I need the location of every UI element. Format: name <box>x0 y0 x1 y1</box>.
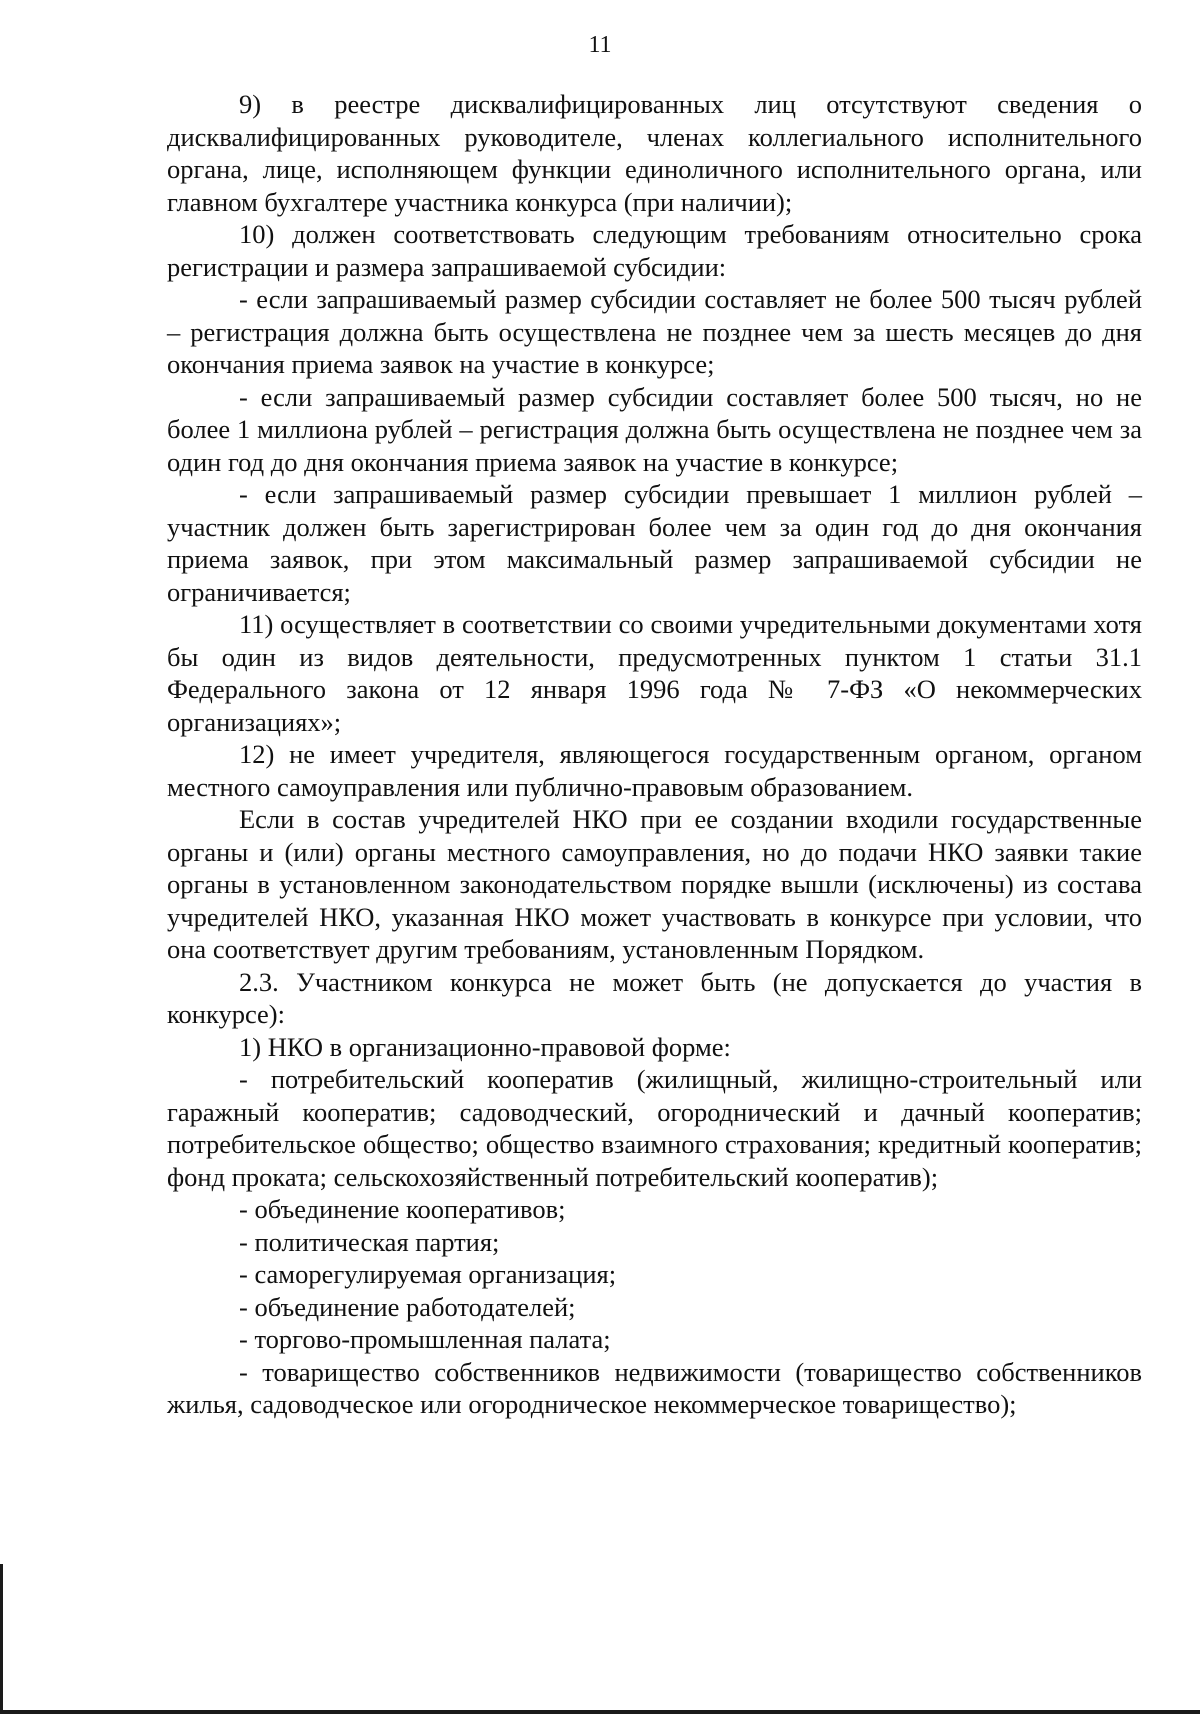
list-item-consumer-cooperative: - потребительский кооператив (жилищный, жилищно-строительный или гаражный кооператив; садоводческий, огороднический и дачный кооператив; потребительское общество; общество взаимного страхования; кредитный кооператив; фонд проката; сельскохозяйственный потребительский кооператив); <box>167 1064 1142 1192</box>
document-body <box>167 88 1142 1421</box>
paragraph-item-12: 12) не имеет учредителя, являющегося государственным органом, органом местного самоуправления или публично-правовым образованием. <box>167 739 1142 802</box>
list-item-property-owners-partnership: - товарищество собственников недвижимости (товарищество собственников жилья, садоводческое или огородническое некоммерческое товарищество); <box>167 1356 1142 1419</box>
paragraph-subitem-over-1m: - если запрашиваемый размер субсидии превышает 1 миллион рублей – участник должен быть зарегистрирован более чем за один год до дня окончания приема заявок, при этом максимальный размер запрашиваемой субсидии не ограничивается; <box>167 479 1142 607</box>
paragraph-subitem-1m: - если запрашиваемый размер субсидии составляет более 500 тысяч, но не более 1 миллиона рублей – регистрация должна быть осуществлена не позднее чем за один год до дня окончания приема заявок на участие в конкурсе; <box>167 381 1142 477</box>
paragraph-item-11: 11) осуществляет в соответствии со своими учредительными документами хотя бы один из видов деятельности, предусмотренных пунктом 1 статьи 31.1 Федерального закона от 12 января 1996 года № 7-ФЗ «О некоммерческих организациях»; <box>167 609 1142 737</box>
list-item-cooperative-union: - объединение кооперативов; <box>239 1194 566 1224</box>
scan-bottom-edge <box>0 1710 1200 1714</box>
paragraph-founders-note: Если в состав учредителей НКО при ее создании входили государственные органы и (или) органы местного самоуправления, но до подачи НКО заявки такие органы в установленном законодательством порядке вышли (исключены) из состава учредителей НКО, указанная НКО может участвовать в конкурсе при условии, что она соответствует другим требованиям, установленным Порядком. <box>167 804 1142 964</box>
paragraph-legal-form: 1) НКО в организационно-правовой форме: <box>239 1031 731 1062</box>
paragraph-item-9: 9) в реестре дисквалифицированных лиц отсутствуют сведения о дисквалифицированных руководителе, членах коллегиального исполнительного органа, лице, исполняющем функции единоличного исполнительного органа, или главном бухгалтере участника конкурса (при наличии); <box>167 89 1142 217</box>
scan-left-edge <box>0 1564 3 1714</box>
paragraph-section-2-3: 2.3. Участником конкурса не может быть (не допускается до участия в конкурсе): <box>167 966 1142 1029</box>
paragraph-item-10: 10) должен соответствовать следующим требованиям относительно срока регистрации и размера запрашиваемой субсидии: <box>167 219 1142 282</box>
paragraph-subitem-500k: - если запрашиваемый размер субсидии составляет не более 500 тысяч рублей – регистрация должна быть осуществлена не позднее чем за шесть месяцев до дня окончания приема заявок на участие в конкурсе; <box>167 284 1142 379</box>
list-item-self-regulatory-org: - саморегулируемая организация; <box>239 1259 617 1289</box>
list-item-political-party: - политическая партия; <box>239 1226 500 1257</box>
list-item-employers-union: - объединение работодателей; <box>239 1291 576 1322</box>
page-number: 11 <box>588 32 612 58</box>
list-item-chamber-of-commerce: - торгово-промышленная палата; <box>239 1324 611 1354</box>
